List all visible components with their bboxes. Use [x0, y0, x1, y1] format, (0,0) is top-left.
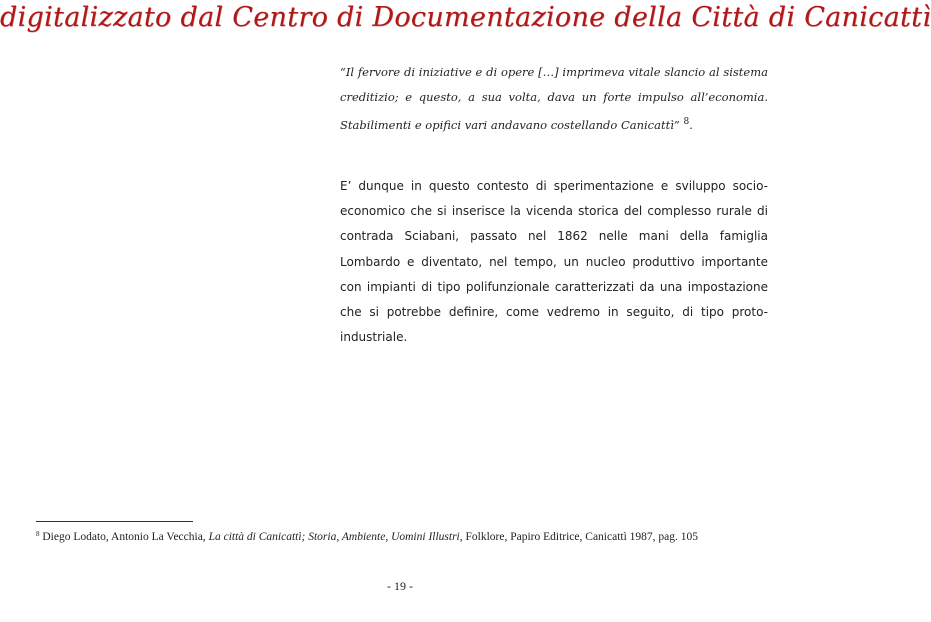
block-quote: [340, 60, 768, 138]
quote-end-punctuation: .: [689, 118, 693, 132]
footnote-reference[interactable]: 8: [683, 117, 690, 127]
footnote-separator: [36, 521, 193, 522]
footnote-authors: Diego Lodato, Antonio La Vecchia,: [39, 531, 209, 543]
footnote-number: 8: [36, 530, 40, 538]
page-number: - 19 -: [387, 579, 413, 593]
footnote-book-title: La città di Canicattì; Storia, Ambiente, Uomini Illustri: [208, 531, 460, 543]
footnote-publication: , Folklore, Papiro Editrice, Canicattì 1987, pag. 105: [459, 531, 699, 543]
body-paragraph: E’ dunque in questo contesto di sperimentazione e sviluppo socio-economico che si inserisce la vicenda storica del complesso rurale di contrada Sciabani, passato nel 1862 nelle mani della famiglia Lombardo e diventato, nel tempo, un nucleo produttivo importante con impianti di tipo polifunzionale caratterizzati da una impostazione che si potrebbe definire, come vedremo in seguito, di tipo proto-industriale.: [340, 179, 768, 345]
quote-text: “Il fervore di iniziative e di opere […] imprimeva vitale slancio al sistema creditizio; e questo, a sua volta, dava un forte impulso all’economia. Stabilimenti e opifici vari andavano costellando Canicattì”: [340, 65, 768, 132]
digitization-watermark: digitalizzato dal Centro di Documentazione della Città di Canicattì: [0, 2, 931, 33]
footnote: [36, 527, 776, 544]
